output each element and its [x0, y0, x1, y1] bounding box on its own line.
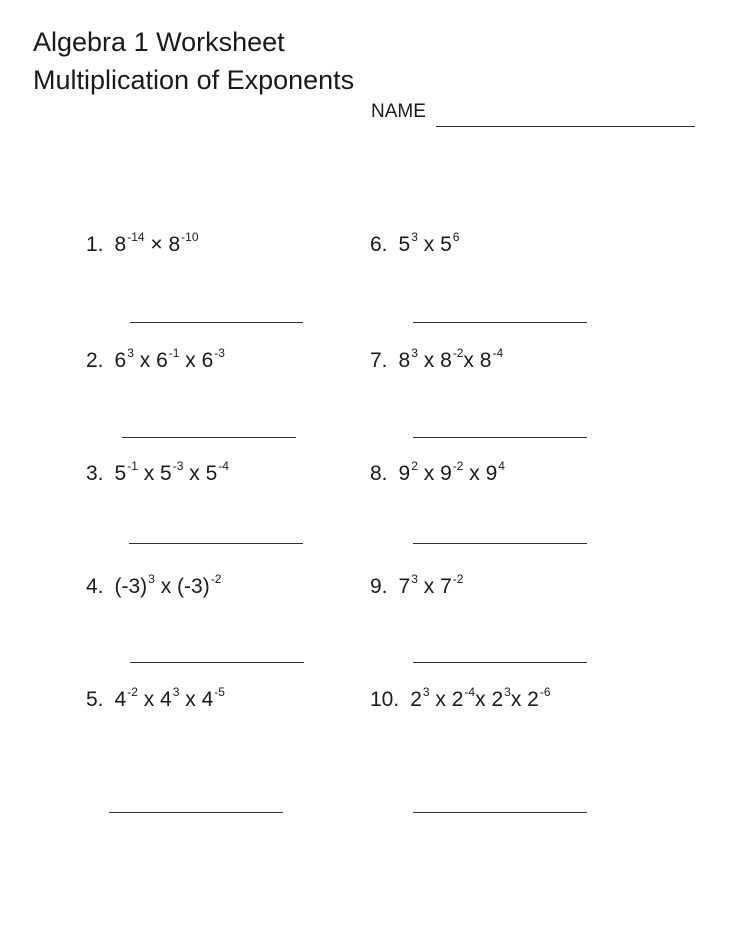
base: 8: [440, 349, 452, 372]
answer-line-5[interactable]: [109, 812, 283, 813]
exponent: -2: [452, 572, 464, 586]
exponent: -3: [214, 346, 225, 360]
exponent: -2: [452, 346, 464, 360]
operator: ×: [144, 233, 169, 256]
answer-line-7[interactable]: [413, 437, 587, 438]
operator: x: [417, 349, 441, 372]
base: 2: [491, 688, 504, 711]
problem-1: [86, 232, 199, 260]
answer-line-3[interactable]: [129, 543, 303, 544]
base: 5: [440, 233, 452, 256]
exponent: -1: [168, 346, 180, 360]
exponent: 6: [452, 230, 460, 244]
problem-3: [86, 461, 229, 489]
operator: x: [510, 688, 528, 711]
exponent: -2: [127, 685, 138, 699]
exponent: 3: [504, 685, 511, 699]
problem-number: 8.: [370, 462, 388, 485]
base: 6: [156, 349, 168, 372]
operator: x: [475, 688, 492, 711]
answer-line-1[interactable]: [130, 322, 303, 323]
base: 7: [398, 575, 411, 598]
operator: x: [463, 349, 480, 372]
exponent: -2: [210, 572, 222, 586]
problem-number: 2.: [86, 349, 104, 372]
operator: x: [137, 688, 161, 711]
problem-6: [370, 232, 459, 260]
problem-10: [370, 687, 551, 715]
problem-number: 5.: [86, 688, 104, 711]
base: 4: [160, 688, 172, 711]
base: 2: [527, 688, 539, 711]
base: 8: [168, 233, 181, 256]
problem-7: [370, 348, 503, 376]
problem-number: 4.: [86, 575, 104, 598]
exponent: 3: [411, 230, 418, 244]
exponent: -10: [181, 230, 199, 244]
exponent: -5: [214, 685, 225, 699]
exponent: -4: [464, 685, 476, 699]
base: 8: [479, 349, 492, 372]
base: 8: [398, 349, 411, 372]
base: (-3): [114, 575, 148, 598]
exponent: -6: [539, 685, 551, 699]
problem-number: 3.: [86, 462, 104, 485]
operator: x: [429, 688, 452, 711]
problem-number: 6.: [370, 233, 388, 256]
operator: x: [417, 233, 441, 256]
problem-2: [86, 348, 225, 376]
name-label: NAME: [371, 101, 426, 122]
base: (-3): [177, 575, 210, 598]
worksheet-subtitle: Multiplication of Exponents: [33, 65, 355, 95]
base: 2: [451, 688, 464, 711]
exponent: 2: [411, 459, 418, 473]
problem-number: 10.: [370, 688, 400, 711]
operator: x: [417, 575, 441, 598]
exponent: 3: [411, 346, 418, 360]
exponent: 4: [498, 459, 505, 473]
problem-expression: [115, 232, 199, 260]
problem-expression: [399, 461, 505, 489]
problem-expression: [399, 232, 460, 260]
base: 2: [410, 688, 422, 711]
problem-5: [86, 687, 225, 715]
problem-expression: [115, 348, 225, 376]
base: 9: [398, 462, 411, 485]
base: 6: [201, 349, 214, 372]
answer-line-10[interactable]: [413, 812, 587, 813]
answer-line-8[interactable]: [413, 543, 587, 544]
problem-expression: [399, 348, 504, 376]
exponent: -4: [218, 459, 229, 473]
base: 9: [440, 462, 452, 485]
problem-9: [370, 574, 463, 602]
name-field-line[interactable]: [436, 126, 695, 127]
operator: x: [133, 349, 157, 372]
problem-number: 7.: [370, 349, 388, 372]
answer-line-6[interactable]: [413, 322, 587, 323]
base: 6: [114, 349, 127, 372]
problem-expression: [115, 461, 229, 489]
base: 4: [114, 688, 127, 711]
exponent: -14: [127, 230, 145, 244]
problem-expression: [399, 574, 464, 602]
answer-line-4[interactable]: [130, 662, 304, 663]
base: 4: [201, 688, 214, 711]
operator: x: [463, 462, 486, 485]
base: 5: [114, 462, 127, 485]
operator: x: [417, 462, 441, 485]
base: 9: [485, 462, 498, 485]
problem-number: 9.: [370, 575, 388, 598]
exponent: 3: [127, 346, 134, 360]
problem-8: [370, 461, 505, 489]
exponent: 3: [172, 685, 180, 699]
base: 5: [398, 233, 411, 256]
exponent: -4: [492, 346, 504, 360]
operator: x: [179, 349, 202, 372]
exponent: -3: [172, 459, 184, 473]
base: 8: [114, 233, 127, 256]
problem-4: [86, 574, 221, 602]
problem-expression: [410, 687, 550, 715]
operator: x: [183, 462, 206, 485]
exponent: -1: [127, 459, 138, 473]
exponent: 3: [148, 572, 155, 586]
base: 5: [160, 462, 172, 485]
answer-line-2[interactable]: [122, 437, 296, 438]
worksheet-title: Algebra 1 Worksheet: [33, 27, 285, 57]
answer-line-9[interactable]: [413, 662, 587, 663]
base: 7: [440, 575, 452, 598]
exponent: 3: [422, 685, 430, 699]
base: 5: [205, 462, 218, 485]
exponent: -2: [452, 459, 464, 473]
problem-expression: [115, 687, 225, 715]
problem-number: 1.: [86, 233, 104, 256]
problem-expression: [115, 574, 222, 602]
operator: x: [179, 688, 202, 711]
operator: x: [137, 462, 161, 485]
operator: x: [154, 575, 178, 598]
exponent: 3: [411, 572, 418, 586]
